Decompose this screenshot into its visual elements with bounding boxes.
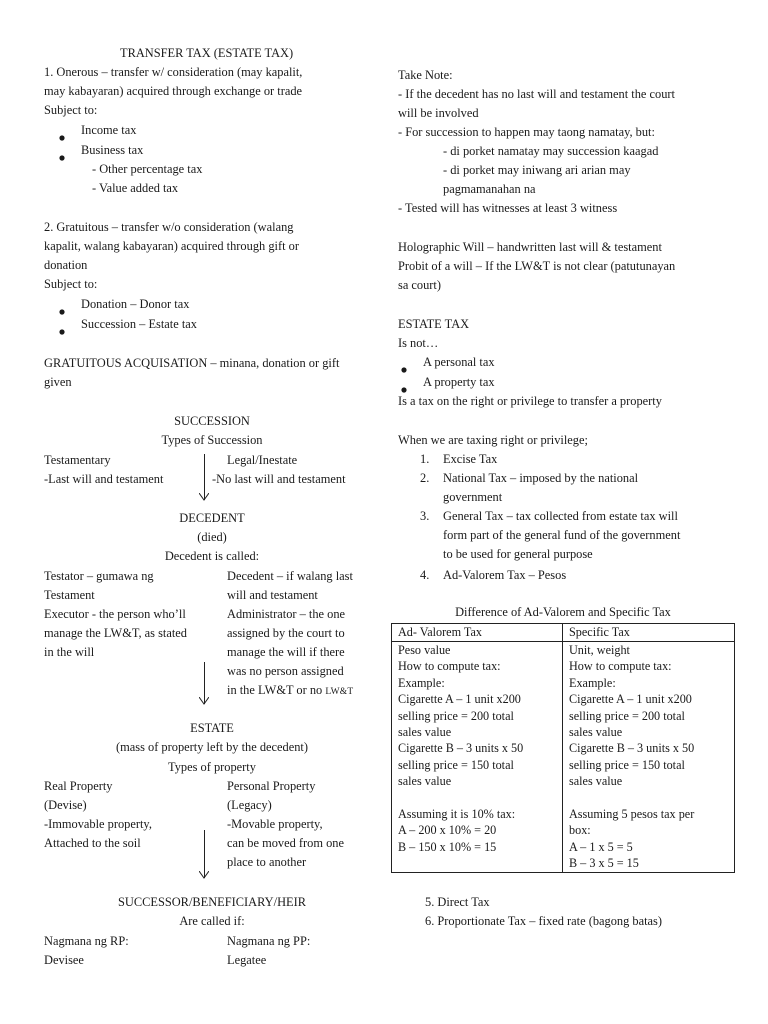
- real-property-line: (Devise): [44, 798, 87, 812]
- testamentary-desc: -Last will and testament: [44, 472, 164, 486]
- acquisition-line: GRATUITOUS ACQUISATION – minana, donation or gift: [44, 356, 340, 370]
- transfer-tax-title: TRANSFER TAX (ESTATE TAX): [120, 46, 294, 60]
- cell-line: Cigarette B – 3 units x 50: [569, 741, 695, 756]
- executor-line: in the will: [44, 645, 95, 659]
- legal-inestate: Legal/Inestate: [227, 453, 298, 467]
- nagmana-rp: Nagmana ng RP:: [44, 934, 129, 948]
- cell-line: sales value: [398, 725, 452, 740]
- cell-line: Assuming it is 10% tax:: [398, 807, 516, 822]
- cell-line: How to compute tax:: [398, 659, 501, 674]
- is-not: Is not…: [398, 336, 439, 350]
- gratuitous-line: donation: [44, 258, 88, 272]
- list-item: government: [443, 490, 503, 504]
- decedent-right-line: Decedent – if walang last: [227, 569, 353, 583]
- table-header: Specific Tax: [563, 624, 735, 642]
- onerous-line: may kabayaran) acquired through exchange or trade: [44, 84, 303, 98]
- are-called-if: Are called if:: [179, 914, 245, 928]
- is-not-item: A property tax: [423, 375, 495, 389]
- personal-property-line: (Legacy): [227, 798, 272, 812]
- gratuitous-item: Donation – Donor tax: [81, 297, 190, 311]
- bullet-icon: [59, 302, 65, 321]
- cell-line: Example:: [569, 675, 616, 690]
- list-number: 1.: [420, 452, 430, 466]
- cell-line: box:: [569, 823, 591, 838]
- note-subline: - di porket namatay may succession kaagad: [443, 144, 659, 158]
- list-number: 2.: [420, 471, 430, 485]
- onerous-line: 1. Onerous – transfer w/ consideration (may kapalit,: [44, 65, 303, 79]
- gratuitous-item: Succession – Estate tax: [81, 317, 197, 331]
- list-item: Ad-Valorem Tax – Pesos: [443, 568, 567, 582]
- real-property-line: Real Property: [44, 779, 113, 793]
- executor-line: Executor - the person who’ll: [44, 607, 186, 621]
- cell-line: selling price = 150 total: [569, 757, 685, 772]
- decedent-right-line: Administrator – the one: [227, 607, 346, 621]
- gratuitous-line: Subject to:: [44, 277, 98, 291]
- arrow-head-icon: [199, 871, 209, 879]
- cell-line: B – 3 x 5 = 15: [569, 856, 639, 871]
- cell-line: A – 1 x 5 = 5: [569, 839, 633, 854]
- types-of-property: Types of property: [168, 760, 256, 774]
- types-of-succession: Types of Succession: [161, 433, 263, 447]
- successor-heading: SUCCESSOR/BENEFICIARY/HEIR: [118, 895, 306, 909]
- direct-tax: 5. Direct Tax: [425, 895, 490, 909]
- cell-line: Peso value: [398, 643, 451, 657]
- bullet-icon: [401, 360, 407, 379]
- cell-line: sales value: [569, 725, 623, 740]
- table-title: Difference of Ad-Valorem and Specific Tax: [455, 605, 671, 619]
- succession-heading: SUCCESSION: [174, 414, 250, 428]
- probit-line: sa court): [398, 278, 442, 292]
- real-property-line: -Immovable property,: [44, 817, 152, 831]
- cell-line: Unit, weight: [569, 643, 630, 657]
- when-taxing: When we are taxing right or privilege;: [398, 433, 588, 447]
- probit-line: Probit of a will – If the LW&T is not clear (patutunayan: [398, 259, 676, 273]
- decedent-right-line: manage the will if there: [227, 645, 345, 659]
- testator-line: Testator – gumawa ng: [44, 569, 154, 583]
- decedent-right-last: [227, 681, 353, 702]
- holographic-will: Holographic Will – handwritten last will & testament: [398, 240, 662, 254]
- decedent-heading: DECEDENT: [179, 511, 245, 525]
- cell-line: Example:: [398, 675, 445, 690]
- cell-line: selling price = 200 total: [569, 708, 685, 723]
- cell-line: sales value: [398, 774, 452, 789]
- is-not-item: A personal tax: [423, 355, 495, 369]
- cell-line: Cigarette B – 3 units x 50: [398, 741, 524, 756]
- is-tax-definition: Is a tax on the right or privilege to transfer a property: [398, 394, 662, 408]
- ad-valorem-cell: [392, 642, 563, 873]
- onerous-line: Subject to:: [44, 103, 98, 117]
- cell-line: sales value: [569, 774, 623, 789]
- personal-property-line: -Movable property,: [227, 817, 323, 831]
- personal-property-line: Personal Property: [227, 779, 316, 793]
- legatee: Legatee: [227, 953, 267, 967]
- acquisition-line: given: [44, 375, 72, 389]
- devisee: Devisee: [44, 953, 84, 967]
- list-item: Excise Tax: [443, 452, 498, 466]
- died-note: (died): [197, 530, 227, 544]
- onerous-item: Business tax: [81, 143, 144, 157]
- table-header-row: [392, 624, 735, 642]
- testator-line: Testament: [44, 588, 95, 602]
- gratuitous-line: kapalit, walang kabayaran) acquired through gift or: [44, 239, 299, 253]
- gratuitous-line: 2. Gratuitous – transfer w/o consideration (walang: [44, 220, 294, 234]
- list-item: National Tax – imposed by the national: [443, 471, 639, 485]
- lwt-small: LW&T: [325, 687, 354, 697]
- specific-tax-cell: [563, 642, 735, 873]
- decedent-last-text: in the LW&T or no: [227, 683, 326, 697]
- real-property-line: Attached to the soil: [44, 836, 141, 850]
- list-number: 3.: [420, 509, 430, 523]
- personal-property-line: can be moved from one: [227, 836, 344, 850]
- nagmana-pp: Nagmana ng PP:: [227, 934, 311, 948]
- cell-line: B – 150 x 10% = 15: [398, 839, 497, 854]
- cell-line: How to compute tax:: [569, 659, 672, 674]
- legal-desc: -No last will and testament: [212, 472, 346, 486]
- list-item: form part of the general fund of the government: [443, 528, 681, 542]
- note-subline: pagmamanahan na: [443, 182, 536, 196]
- arrow-head-icon: [199, 493, 209, 501]
- estate-tax-heading: ESTATE TAX: [398, 317, 470, 331]
- cell-line: selling price = 150 total: [398, 757, 514, 772]
- bullet-icon: [59, 148, 65, 167]
- testamentary: Testamentary: [44, 453, 111, 467]
- onerous-item: Income tax: [81, 123, 137, 137]
- table-row: [392, 642, 735, 873]
- bullet-icon: [59, 322, 65, 341]
- cell-spacer: [569, 790, 728, 806]
- cell-line: Cigarette A – 1 unit x200: [398, 692, 521, 707]
- estate-desc: (mass of property left by the decedent): [116, 740, 308, 754]
- decedent-right-line: will and testament: [227, 588, 318, 602]
- list-number: 4.: [420, 568, 430, 582]
- note-witness: - Tested will has witnesses at least 3 witness: [398, 201, 618, 215]
- onerous-subitem: - Value added tax: [92, 181, 179, 195]
- arrow-head-icon: [199, 697, 209, 705]
- cell-spacer: [398, 790, 556, 806]
- list-item: General Tax – tax collected from estate tax will: [443, 509, 678, 523]
- onerous-subitem: - Other percentage tax: [92, 162, 203, 176]
- decedent-right-line: was no person assigned: [227, 664, 344, 678]
- personal-property-line: place to another: [227, 855, 307, 869]
- decedent-called: Decedent is called:: [164, 549, 260, 563]
- decedent-right-line: assigned by the court to: [227, 626, 345, 640]
- cell-line: Assuming 5 pesos tax per: [569, 807, 695, 822]
- take-note-heading: Take Note:: [398, 68, 453, 82]
- comparison-table: [391, 623, 735, 873]
- table-header: Ad- Valorem Tax: [392, 624, 563, 642]
- note-line: - For succession to happen may taong namatay, but:: [398, 125, 655, 139]
- estate-heading: ESTATE: [190, 721, 234, 735]
- proportionate-tax: 6. Proportionate Tax – fixed rate (bagong batas): [425, 914, 663, 928]
- list-item: to be used for general purpose: [443, 547, 593, 561]
- note-subline: - di porket may iniwang ari arian may: [443, 163, 631, 177]
- cell-line: A – 200 x 10% = 20: [398, 823, 497, 838]
- note-line: will be involved: [398, 106, 479, 120]
- bullet-icon: [59, 128, 65, 147]
- note-line: - If the decedent has no last will and testament the court: [398, 87, 675, 101]
- executor-line: manage the LW&T, as stated: [44, 626, 188, 640]
- cell-line: Cigarette A – 1 unit x200: [569, 692, 692, 707]
- cell-line: selling price = 200 total: [398, 708, 514, 723]
